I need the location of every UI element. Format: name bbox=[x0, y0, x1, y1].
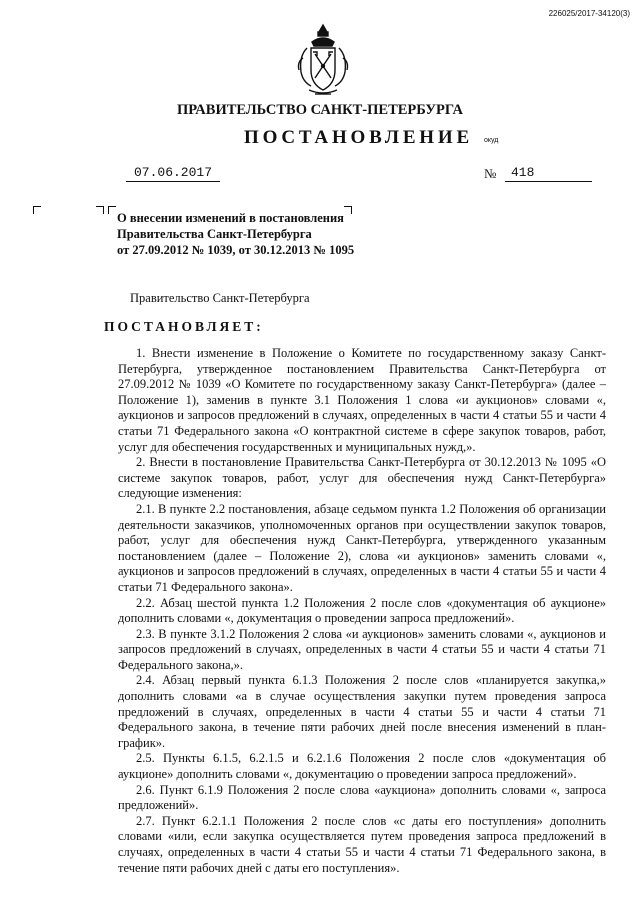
corner-mark bbox=[96, 206, 104, 214]
paragraph: 1. Внести изменение в Положение о Комитете по государственному заказу Санкт-Петербурга, утвержденное постановлением Правительства Санкт-Петербурга от 27.09.2012 № 1039 «О Комитете по государственному заказу Санкт-Петербурга» (далее – Положение 1), заменив в пункте 3.1 Положения 1 слова «и аукционов» словами «, аукционов и запросов предложений в случаях, определенных в части 4 статьи 55 и части 4 статьи 71 Федерального закона «О контрактной системе в сфере закупок товаров, работ, услуг для обеспечения государственных и муниципальных нужд,». bbox=[118, 346, 606, 454]
paragraph: 2.1. В пункте 2.2 постановления, абзаце седьмом пункта 1.2 Положения об организации деятельности заказчиков, уполномоченных органов при осуществлении закупок товаров, работ, услуг для обеспечения нужд Санкт-Петербурга, утвержденного указанным постановлением (далее – Положение 2), слова «и аукционов» заменить словами «, аукционов и запросов предложений в случаях, определенных в части 4 статьи 55 и части 4 статьи 71 Федерального закона». bbox=[118, 501, 606, 594]
paragraph: 2.7. Пункт 6.2.1.1 Положения 2 после слов «с даты его поступления» дополнить словами «или, если закупка осуществляется путем проведения запроса предложений в случаях, определенных в части 4 статьи 55 и части 4 статьи 71 Федерального закона, в течение пяти рабочих дней с даты его поступления». bbox=[118, 813, 606, 875]
document-number: 418 bbox=[505, 165, 592, 182]
subject-line: от 27.09.2012 № 1039, от 30.12.2013 № 1095 bbox=[117, 243, 355, 257]
subject-line: Правительства Санкт-Петербурга bbox=[117, 227, 312, 241]
government-title: ПРАВИТЕЛЬСТВО САНКТ-ПЕТЕРБУРГА bbox=[177, 102, 463, 118]
resolution-subject bbox=[117, 210, 354, 258]
corner-mark bbox=[108, 206, 116, 214]
paragraph: 2.6. Пункт 6.1.9 Положения 2 после слова «аукциона» дополнить словами «, запроса предложений». bbox=[118, 782, 606, 813]
saint-petersburg-coat-of-arms-icon bbox=[295, 22, 351, 98]
document-type-title: ПОСТАНОВЛЕНИЕ bbox=[244, 127, 473, 148]
document-date: 07.06.2017 bbox=[126, 165, 220, 182]
intro-line: Правительство Санкт-Петербурга bbox=[130, 291, 310, 305]
okud-label: окуд bbox=[484, 137, 499, 144]
document-registration-number: 226025/2017-34120(3) bbox=[548, 9, 630, 18]
paragraph: 2.5. Пункты 6.1.5, 6.2.1.5 и 6.2.1.6 Положения 2 после слов «документация об аукционе» дополнить словами «, документацию о проведении запроса предложений». bbox=[118, 751, 606, 782]
number-sign: № bbox=[484, 166, 497, 181]
paragraph: 2.4. Абзац первый пункта 6.1.3 Положения 2 после слов «планируется закупка,» дополнить словами «а в случае осуществления закупки путем проведения запроса предложений в случаях, определенных в части 4 статьи 55 и части 4 статьи 71 Федерального закона, в течение пяти рабочих дней после внесения изменений в план-график». bbox=[118, 673, 606, 750]
paragraph: 2.3. В пункте 3.1.2 Положения 2 слова «и аукционов» заменить словами «, аукционов и запросов предложений в случаях, определенных в части 4 статьи 55 и части 4 статьи 71 Федерального закона,». bbox=[118, 626, 606, 672]
paragraph: 2.2. Абзац шестой пункта 1.2 Положения 2 после слов «документация об аукционе» дополнить словами «, документация о проведении запроса предложений». bbox=[118, 595, 606, 626]
corner-mark bbox=[33, 206, 41, 214]
subject-line: О внесении изменений в постановления bbox=[117, 211, 344, 225]
resolution-body bbox=[118, 346, 606, 876]
paragraph: 2. Внести в постановление Правительства Санкт-Петербурга от 30.12.2013 № 1095 «О системе закупок товаров, работ, услуг для обеспечения нужд Санкт-Петербурга» следующие изменения: bbox=[118, 455, 606, 501]
resolve-heading: ПОСТАНОВЛЯЕТ: bbox=[104, 319, 264, 334]
